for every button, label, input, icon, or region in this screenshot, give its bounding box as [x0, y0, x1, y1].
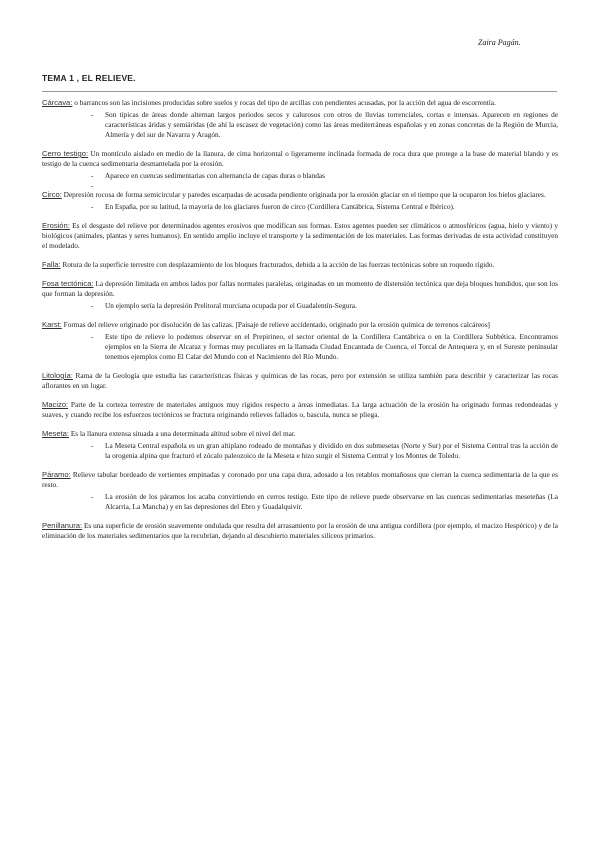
glossary-entry	[42, 400, 558, 420]
bullet-item	[42, 301, 558, 311]
glossary-entry	[42, 429, 558, 461]
glossary-entry	[42, 371, 558, 391]
dash-marker: -	[91, 110, 94, 119]
glossary-entry	[42, 221, 558, 251]
entry-definition: Es el desgaste del relieve por determinados agentes erosivos que modifican sus formas. Estos agentes pueden ser climáticos o atmosféricos (agua, hielo y viento) y biológicos (animales, plantas y seres humanos). En sentido amplio incluye el transporte y la sedimentación de los materiales. Las formas derivadas de esta actividad constituyen el modelado.	[42, 221, 558, 250]
bullet-item	[42, 110, 558, 140]
glossary-entry	[42, 521, 558, 541]
entry-term: Penillanura:	[42, 521, 83, 530]
entry-paragraph	[42, 190, 558, 200]
entry-definition: Relieve tabular bordeado de vertientes empinadas y coronado por una capa dura, adosado a los retablos montañosos que cierran la cuenca sedimentaria de la que es resto.	[42, 470, 558, 489]
entry-paragraph	[42, 400, 558, 420]
entry-paragraph	[42, 371, 558, 391]
entry-definition: Formas del relieve originado por disolución de las calizas. [Paisaje de relieve accidentado, originado por la erosión química de terrenos calcáreos]	[63, 320, 490, 329]
bullet-item	[42, 171, 558, 181]
entry-term: Karst:	[42, 320, 62, 329]
entry-bullet-list	[42, 202, 558, 212]
entry-definition: Es una superficie de erosión suavemente ondulada que resulta del arrasamiento por la erosión de una antigua cordillera (por ejemplo, el macizo Hespérico) y de la eliminación de los materiales sedimentarios que la recubrían, dejando al descubierto materiales silíceos primarios.	[42, 521, 558, 540]
entry-term: Fosa tectónica:	[42, 279, 94, 288]
entry-paragraph	[42, 429, 558, 439]
entry-term: Páramo:	[42, 470, 71, 479]
bullet-text: Un ejemplo sería la depresión Prelitoral murciana ocupada por el Guadalentín-Segura.	[105, 301, 357, 310]
entry-definition: Depresión rocosa de forma semicircular y paredes escarpadas de acusada pendiente originada por la erosión glaciar en el tiempo que la ocuparon los hielos glaciares.	[63, 190, 546, 199]
entry-bullet-list	[42, 492, 558, 512]
entry-paragraph	[42, 260, 558, 270]
dash-marker: -	[91, 441, 94, 450]
author-name: Zaira Pagán.	[478, 38, 521, 47]
entry-definition: Parte de la corteza terrestre de materiales antiguos muy rígidos respecto a áreas inmediatas. La larga actuación de la erosión ha originado formas redondeadas y suaves, y cuando recibe los esfuerzos tectónicos se fractura originando relieves fallados o, bascula, nunca se pliega.	[42, 400, 558, 419]
entry-term: Litología:	[42, 371, 73, 380]
entry-bullet-list	[42, 441, 558, 461]
bullet-text: La Meseta Central española es un gran altiplano rodeado de montañas y dividido en dos submesetas (Norte y Sur) por el Sistema Central tras la acción de la orogenia alpina que fracturó el zócalo paleozoico de la Meseta e hizo surgir el Sistema Central y los Montes de Toledo.	[105, 441, 558, 460]
entry-term: Erosión:	[42, 221, 70, 230]
dash-marker: -	[91, 492, 94, 501]
entry-term: Cárcava:	[42, 98, 73, 107]
glossary-entry	[42, 320, 558, 362]
bullet-item	[42, 492, 558, 512]
bullet-text: En España, por su latitud, la mayoría de los glaciares fueron de circo (Cordillera Cantábrica, Sistema Central e Ibérico).	[105, 202, 455, 211]
page-title: TEMA 1 , EL RELIEVE.	[42, 73, 136, 83]
entry-term: Circo:	[42, 190, 62, 199]
entry-term: Cerro testigo:	[42, 149, 89, 158]
entry-term: Macizo:	[42, 400, 69, 409]
entry-term: Meseta:	[42, 429, 70, 438]
entry-paragraph	[42, 470, 558, 490]
entry-bullet-list	[42, 171, 558, 190]
entry-bullet-list	[42, 301, 558, 311]
glossary-entry	[42, 470, 558, 512]
entry-paragraph	[42, 279, 558, 299]
entry-definition: Rama de la Geología que estudia las características físicas y químicas de las rocas, pero por extensión se utiliza también para describir y caracterizar las rocas aflorantes en un lugar.	[42, 371, 558, 390]
glossary-entry	[42, 190, 558, 212]
dash-marker: -	[91, 181, 94, 190]
entry-bullet-list	[42, 332, 558, 362]
bullet-text: Este tipo de relieve lo podemos observar en el Prepirineo, el sector oriental de la Cordillera Cantábrica o en la Cordillera Subbética. Encontramos ejemplos en la Sierra de Alcaraz y formas muy peculiares en la llamada Ciudad Encantada de Cuenca, el Torcal de Antequera y, en el Sureste peninsular tenemos ejemplos como El Calar del Mundo con el Nacimiento del Río Mundo.	[105, 332, 558, 361]
dash-marker: -	[91, 301, 94, 310]
bullet-text: Aparece en cuencas sedimentarias con alternancia de capas duras o blandas	[105, 171, 326, 180]
entry-definition: o barrancos son las incisiones producidas sobre suelos y rocas del tipo de arcillas con pendientes acusadas, por la acción del agua de escorrentía.	[74, 98, 496, 107]
bullet-item	[42, 332, 558, 362]
entry-bullet-list	[42, 110, 558, 140]
entry-definition: La depresión limitada en ambos lados por fallas normales paralelas, originadas en un momento de distensión tectónica que deja bloques hundidos, que son los que forman la depresión.	[42, 279, 558, 298]
entry-paragraph	[42, 221, 558, 251]
title-divider	[42, 91, 557, 92]
entry-paragraph	[42, 98, 558, 108]
glossary-list	[42, 98, 558, 550]
dash-marker: -	[91, 202, 94, 211]
bullet-text: La erosión de los páramos los acaba convirtiendo en cerros testigo. Este tipo de relieve puede observarse en las cuencas sedimentarias meseteñas (La Alcarria, La Mancha) y en las depresiones del Ebro y Guadalquivir.	[105, 492, 558, 511]
glossary-entry	[42, 260, 558, 270]
bullet-item	[42, 441, 558, 461]
entry-definition: Es la llanura extensa situada a una determinada altitud sobre el nivel del mar.	[70, 429, 296, 438]
entry-paragraph	[42, 320, 558, 330]
glossary-entry	[42, 149, 558, 190]
bullet-text: Son típicas de áreas donde alternan largos periodos secos y calurosos con otros de lluvias torrenciales, cortas e intensas. Aparecen en regiones de características áridas y semiáridas (de ahí la escasez de vegetación) como las áreas mediterráneas españolas y en zonas concretas de la Región de Murcia, Almería y del sur de Navarra y Aragón.	[105, 110, 558, 139]
entry-definition: Rotura de la superficie terrestre con desplazamiento de los bloques fracturados, debida a la acción de las fuerzas tectónicas sobre un roquedo rígido.	[62, 260, 495, 269]
entry-paragraph	[42, 521, 558, 541]
dash-marker: -	[91, 171, 94, 180]
dash-marker: -	[91, 332, 94, 341]
entry-definition: Un montículo aislado en medio de la llanura, de cima horizontal o ligeramente inclinada formada de roca dura que protege a la base de material blando y es testigo de la cuenca sedimentaria desmantelada por la erosión.	[42, 149, 558, 168]
entry-term: Falla:	[42, 260, 61, 269]
bullet-item	[42, 202, 558, 212]
glossary-entry	[42, 98, 558, 140]
glossary-entry	[42, 279, 558, 311]
entry-paragraph	[42, 149, 558, 169]
